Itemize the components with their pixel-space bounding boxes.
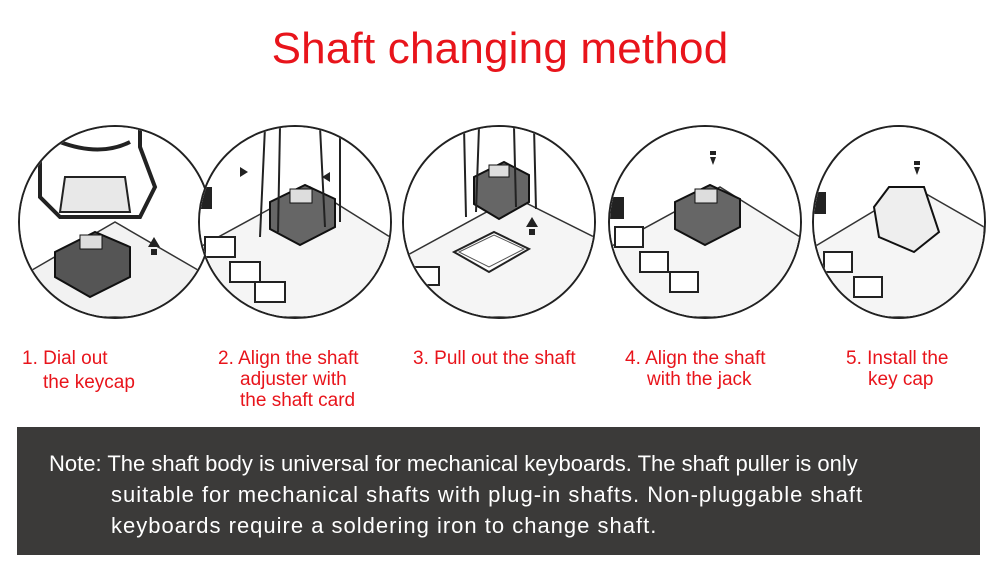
step-3-illustration xyxy=(402,125,596,319)
keycap-puller-illustration xyxy=(20,127,210,317)
note-prefix: Note: xyxy=(49,451,102,476)
page-title: Shaft changing method xyxy=(271,24,729,73)
step-5-label: 5. Install the key cap xyxy=(846,348,949,390)
step-2-label: 2. Align the shaft adjuster with the shaft card xyxy=(218,348,359,411)
keycap-install-illustration xyxy=(814,127,984,317)
note-line-1: Note: The shaft body is universal for mechanical keyboards. The shaft puller is only xyxy=(49,451,858,476)
step-3-label: 3. Pull out the shaft xyxy=(413,348,576,369)
shaft-pulled-out-illustration xyxy=(404,127,594,317)
step-1-illustration xyxy=(18,125,212,319)
step-5-illustration xyxy=(812,125,986,319)
note-line-3: keyboards require a soldering iron to change shaft. xyxy=(111,513,658,538)
note-box xyxy=(17,427,980,555)
shaft-align-jack-illustration xyxy=(610,127,800,317)
step-4-illustration xyxy=(608,125,802,319)
shaft-puller-align-illustration xyxy=(200,127,390,317)
step-1-label: 1. Dial out the keycap xyxy=(22,348,135,393)
step-4-label: 4. Align the shaft with the jack xyxy=(625,348,766,390)
step-2-illustration xyxy=(198,125,392,319)
steps-row xyxy=(0,108,1000,411)
note-line-2: suitable for mechanical shafts with plug-in shafts. Non-pluggable shaft xyxy=(111,482,864,507)
